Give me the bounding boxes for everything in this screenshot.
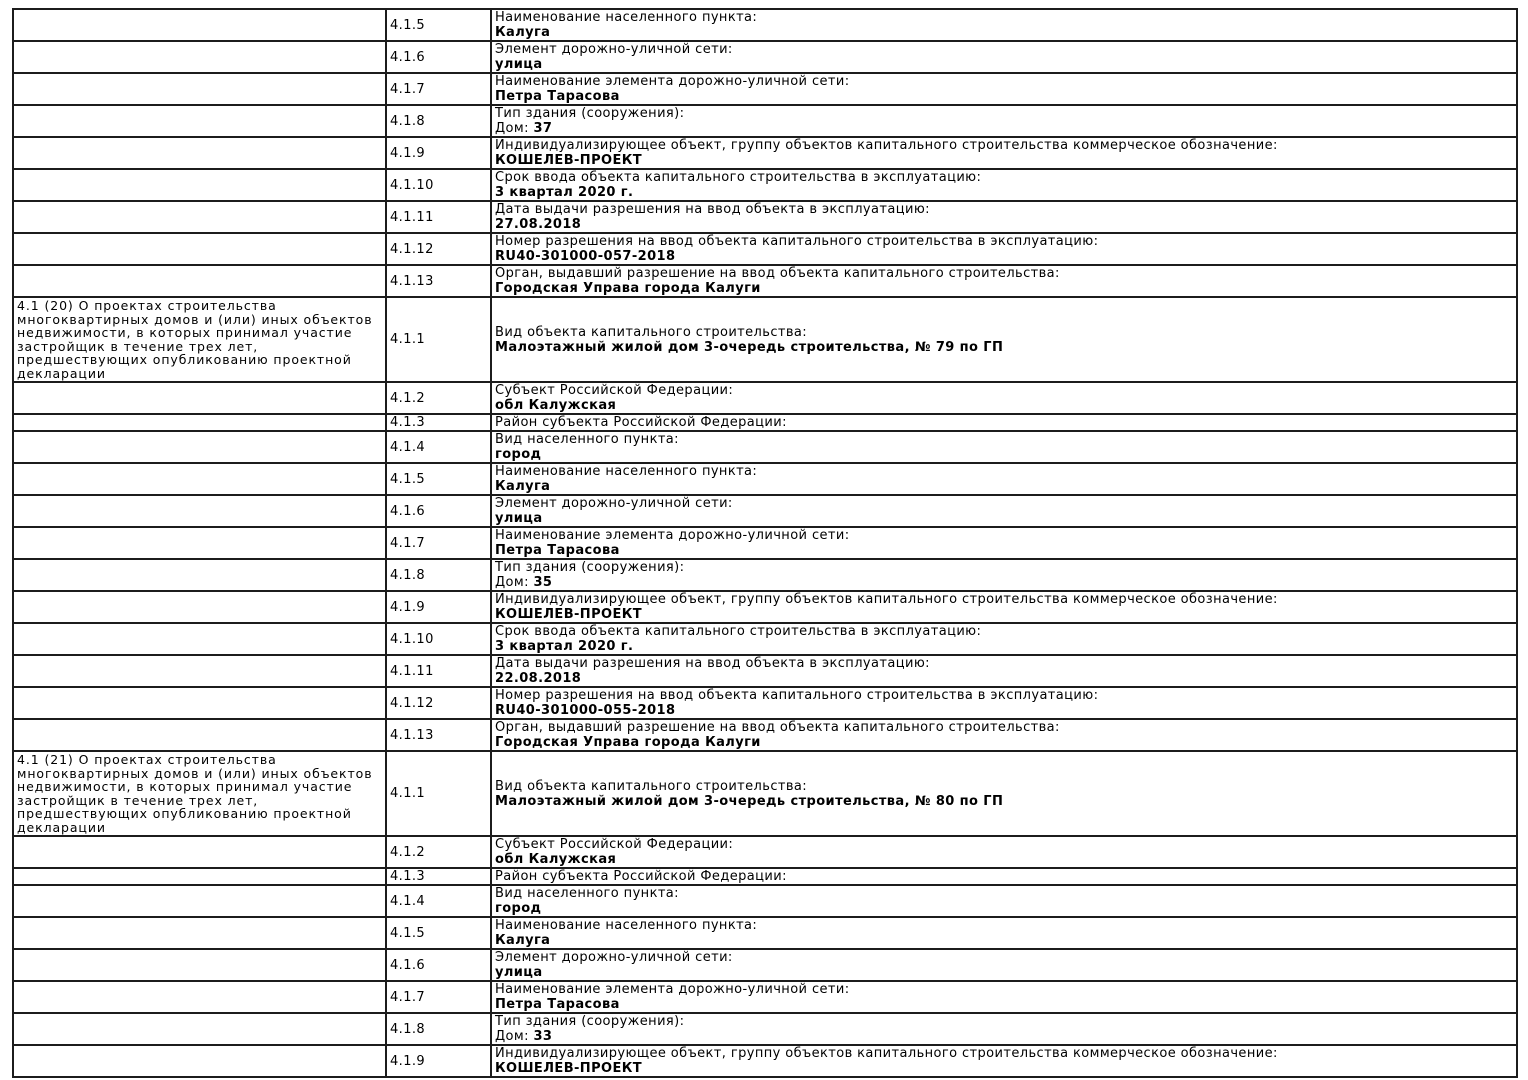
- field-value-line: [495, 933, 1513, 948]
- field-label: Вид объекта капитального строительства:: [495, 324, 808, 340]
- section-cell: [13, 495, 386, 527]
- field-value-line: [495, 281, 1513, 296]
- row-number: 4.1.13: [390, 273, 434, 289]
- field-value: Петра Тарасова: [495, 997, 620, 1012]
- table-row: [13, 981, 1517, 1013]
- section-cell: [13, 265, 386, 297]
- row-number-cell: [386, 169, 491, 201]
- row-number: 4.1.3: [390, 415, 426, 430]
- table-row: [13, 1045, 1517, 1077]
- field-label: Вид объекта капитального строительства:: [495, 778, 808, 794]
- row-number: 4.1.6: [390, 49, 426, 65]
- row-number: 4.1.5: [390, 17, 426, 33]
- section-cell: [13, 1045, 386, 1077]
- field-value-line: [495, 511, 1513, 526]
- table-row: [13, 297, 1517, 382]
- row-number: 4.1.12: [390, 695, 434, 711]
- row-number-cell: [386, 527, 491, 559]
- section-cell: [13, 751, 386, 836]
- field-value-line: [495, 1061, 1513, 1076]
- field-label: Тип здания (сооружения):: [495, 560, 685, 575]
- row-number: 4.1.5: [390, 925, 426, 941]
- section-cell: [13, 463, 386, 495]
- section-cell: [13, 917, 386, 949]
- table-row: [13, 655, 1517, 687]
- row-number-cell: [386, 41, 491, 73]
- field-cell: [491, 836, 1517, 868]
- field-value-prefix: Дом:: [495, 1029, 534, 1044]
- field-value: КОШЕЛЕВ-ПРОЕКТ: [495, 153, 643, 168]
- table-row: [13, 201, 1517, 233]
- field-label: Индивидуализирующее объект, группу объектов капитального строительства коммерческое обозначение:: [495, 592, 1278, 607]
- row-number-cell: [386, 463, 491, 495]
- field-value-prefix: Дом:: [495, 121, 534, 136]
- field-value-line: [495, 965, 1513, 980]
- table-row: [13, 591, 1517, 623]
- row-number-cell: [386, 382, 491, 414]
- table-row: [13, 463, 1517, 495]
- table-row: [13, 137, 1517, 169]
- row-number-cell: [386, 591, 491, 623]
- field-label: Наименование населенного пункта:: [495, 464, 758, 479]
- table-row: [13, 265, 1517, 297]
- field-label: Тип здания (сооружения):: [495, 106, 685, 121]
- row-number-cell: [386, 297, 491, 382]
- row-number-cell: [386, 949, 491, 981]
- row-number-cell: [386, 73, 491, 105]
- field-label: Индивидуализирующее объект, группу объектов капитального строительства коммерческое обозначение:: [495, 138, 1278, 153]
- field-value: Малоэтажный жилой дом 3-очередь строительства, № 79 по ГП: [495, 339, 1004, 355]
- row-number-cell: [386, 623, 491, 655]
- field-value: RU40-301000-055-2018: [495, 703, 676, 718]
- table-row: [13, 949, 1517, 981]
- table-row: [13, 105, 1517, 137]
- field-value-line: [495, 543, 1513, 558]
- project-declaration-table: [12, 8, 1518, 1078]
- section-cell: [13, 687, 386, 719]
- field-cell: [491, 201, 1517, 233]
- field-cell: [491, 917, 1517, 949]
- field-label: Наименование населенного пункта:: [495, 918, 758, 933]
- field-label: Срок ввода объекта капитального строительства в эксплуатацию:: [495, 624, 982, 639]
- row-number: 4.1.6: [390, 957, 426, 973]
- section-cell: [13, 73, 386, 105]
- field-label: Индивидуализирующее объект, группу объектов капитального строительства коммерческое обозначение:: [495, 1046, 1278, 1061]
- row-number-cell: [386, 885, 491, 917]
- section-cell: [13, 719, 386, 751]
- field-value: 33: [533, 1029, 553, 1044]
- field-label: Вид населенного пункта:: [495, 432, 679, 447]
- section-cell: [13, 623, 386, 655]
- row-number-cell: [386, 1013, 491, 1045]
- section-cell: [13, 382, 386, 414]
- field-label: Дата выдачи разрешения на ввод объекта в эксплуатацию:: [495, 656, 930, 671]
- row-number-cell: [386, 981, 491, 1013]
- field-cell: [491, 297, 1517, 382]
- row-number-cell: [386, 868, 491, 885]
- field-cell: [491, 431, 1517, 463]
- field-value-line: [495, 89, 1513, 104]
- section-cell: [13, 527, 386, 559]
- field-value: город: [495, 447, 542, 462]
- row-number: 4.1.8: [390, 1021, 426, 1037]
- field-label: Наименование элемента дорожно-уличной сети:: [495, 982, 850, 997]
- field-value-line: [495, 703, 1513, 718]
- field-value: 35: [533, 575, 553, 590]
- table-row: [13, 836, 1517, 868]
- table-row: [13, 169, 1517, 201]
- field-value-line: [495, 398, 1513, 413]
- field-value: 27.08.2018: [495, 217, 582, 232]
- field-value: город: [495, 901, 542, 916]
- section-cell: [13, 169, 386, 201]
- section-cell: [13, 981, 386, 1013]
- field-cell: [491, 885, 1517, 917]
- section-cell: [13, 414, 386, 431]
- table-row: [13, 382, 1517, 414]
- field-cell: [491, 495, 1517, 527]
- table-row: [13, 1013, 1517, 1045]
- field-cell: [491, 414, 1517, 431]
- field-label: Субъект Российской Федерации:: [495, 383, 734, 398]
- row-number: 4.1.11: [390, 209, 434, 225]
- field-value-prefix: Дом:: [495, 575, 534, 590]
- section-title: 4.1 (21) О проектах строительства многоквартирных домов и (или) иных объектов недвижимости, в которых принимал участие застройщик в течение трех лет, предшествующих опубликованию проектной декларации: [17, 752, 373, 835]
- row-number-cell: [386, 559, 491, 591]
- field-label: Наименование элемента дорожно-уличной сети:: [495, 74, 850, 89]
- field-value: обл Калужская: [495, 398, 617, 413]
- row-number: 4.1.13: [390, 727, 434, 743]
- table-row: [13, 527, 1517, 559]
- table-row: [13, 917, 1517, 949]
- row-number: 4.1.7: [390, 81, 426, 97]
- field-value-line: [495, 185, 1513, 200]
- field-value: 3 квартал 2020 г.: [495, 185, 634, 200]
- field-cell: [491, 73, 1517, 105]
- field-cell: [491, 1013, 1517, 1045]
- row-number-cell: [386, 655, 491, 687]
- table-row: [13, 41, 1517, 73]
- row-number-cell: [386, 233, 491, 265]
- section-cell: [13, 1013, 386, 1045]
- row-number: 4.1.1: [390, 786, 426, 801]
- field-value: 37: [533, 121, 553, 136]
- row-number-cell: [386, 137, 491, 169]
- field-value-line: [495, 121, 1513, 136]
- field-cell: [491, 687, 1517, 719]
- field-cell: [491, 265, 1517, 297]
- field-value: Петра Тарасова: [495, 89, 620, 104]
- row-number-cell: [386, 105, 491, 137]
- row-number: 4.1.9: [390, 145, 426, 161]
- field-cell: [491, 868, 1517, 885]
- field-label: Орган, выдавший разрешение на ввод объекта капитального строительства:: [495, 266, 1060, 281]
- field-value-line: [495, 25, 1513, 40]
- field-label: Номер разрешения на ввод объекта капитального строительства в эксплуатацию:: [495, 688, 1099, 703]
- row-number-cell: [386, 751, 491, 836]
- field-label: Район субъекта Российской Федерации:: [495, 415, 787, 430]
- field-label: Субъект Российской Федерации:: [495, 837, 734, 852]
- field-label: Элемент дорожно-уличной сети:: [495, 950, 733, 965]
- row-number: 4.1.8: [390, 567, 426, 583]
- field-value: 22.08.2018: [495, 671, 582, 686]
- row-number-cell: [386, 836, 491, 868]
- table-row: [13, 687, 1517, 719]
- section-cell: [13, 297, 386, 382]
- field-label: Район субъекта Российской Федерации:: [495, 869, 787, 884]
- table-row: [13, 885, 1517, 917]
- field-value-line: [495, 794, 1513, 809]
- row-number-cell: [386, 201, 491, 233]
- field-value-line: [495, 575, 1513, 590]
- field-label: Номер разрешения на ввод объекта капитального строительства в эксплуатацию:: [495, 234, 1099, 249]
- row-number: 4.1.9: [390, 599, 426, 615]
- table-row: [13, 559, 1517, 591]
- table-row: [13, 623, 1517, 655]
- field-value: улица: [495, 57, 543, 72]
- field-cell: [491, 105, 1517, 137]
- field-label: Орган, выдавший разрешение на ввод объекта капитального строительства:: [495, 720, 1060, 735]
- field-cell: [491, 655, 1517, 687]
- field-label: Тип здания (сооружения):: [495, 1014, 685, 1029]
- field-value-line: [495, 249, 1513, 264]
- section-cell: [13, 137, 386, 169]
- section-cell: [13, 233, 386, 265]
- row-number-cell: [386, 687, 491, 719]
- row-number-cell: [386, 431, 491, 463]
- field-cell: [491, 169, 1517, 201]
- section-title: 4.1 (20) О проектах строительства многоквартирных домов и (или) иных объектов недвижимости, в которых принимал участие застройщик в течение трех лет, предшествующих опубликованию проектной декларации: [17, 298, 373, 381]
- row-number: 4.1.6: [390, 503, 426, 519]
- table-row: [13, 719, 1517, 751]
- section-cell: [13, 41, 386, 73]
- field-cell: [491, 719, 1517, 751]
- section-cell: [13, 9, 386, 41]
- row-number-cell: [386, 9, 491, 41]
- row-number: 4.1.10: [390, 631, 434, 647]
- section-cell: [13, 949, 386, 981]
- field-value: 3 квартал 2020 г.: [495, 639, 634, 654]
- table-row: [13, 414, 1517, 431]
- field-cell: [491, 137, 1517, 169]
- field-value: Городская Управа города Калуги: [495, 281, 761, 296]
- row-number: 4.1.1: [390, 332, 426, 347]
- field-value-line: [495, 217, 1513, 232]
- field-value: Калуга: [495, 25, 551, 40]
- row-number: 4.1.7: [390, 535, 426, 551]
- row-number-cell: [386, 265, 491, 297]
- field-value: Малоэтажный жилой дом 3-очередь строительства, № 80 по ГП: [495, 793, 1004, 809]
- field-cell: [491, 463, 1517, 495]
- field-value-line: [495, 607, 1513, 622]
- section-cell: [13, 559, 386, 591]
- row-number-cell: [386, 719, 491, 751]
- row-number: 4.1.4: [390, 893, 426, 909]
- table-row: [13, 431, 1517, 463]
- field-value-line: [495, 340, 1513, 355]
- section-cell: [13, 836, 386, 868]
- row-number: 4.1.10: [390, 177, 434, 193]
- row-number-cell: [386, 917, 491, 949]
- row-number: 4.1.4: [390, 439, 426, 455]
- field-value-line: [495, 852, 1513, 867]
- field-cell: [491, 527, 1517, 559]
- table-row: [13, 9, 1517, 41]
- field-value-line: [495, 639, 1513, 654]
- field-cell: [491, 1045, 1517, 1077]
- section-cell: [13, 885, 386, 917]
- field-value-line: [495, 901, 1513, 916]
- row-number-cell: [386, 414, 491, 431]
- section-cell: [13, 431, 386, 463]
- row-number: 4.1.2: [390, 390, 426, 406]
- table-row: [13, 868, 1517, 885]
- row-number: 4.1.9: [390, 1053, 426, 1069]
- table-row: [13, 73, 1517, 105]
- section-cell: [13, 105, 386, 137]
- row-number: 4.1.2: [390, 844, 426, 860]
- field-value: улица: [495, 511, 543, 526]
- field-value-line: [495, 735, 1513, 750]
- field-cell: [491, 41, 1517, 73]
- row-number: 4.1.11: [390, 663, 434, 679]
- field-cell: [491, 751, 1517, 836]
- table-row: [13, 495, 1517, 527]
- section-cell: [13, 201, 386, 233]
- field-value: Городская Управа города Калуги: [495, 735, 761, 750]
- field-label: Дата выдачи разрешения на ввод объекта в эксплуатацию:: [495, 202, 930, 217]
- field-value: Калуга: [495, 479, 551, 494]
- field-value: RU40-301000-057-2018: [495, 249, 676, 264]
- field-cell: [491, 382, 1517, 414]
- field-value-line: [495, 479, 1513, 494]
- row-number-cell: [386, 495, 491, 527]
- field-value-line: [495, 57, 1513, 72]
- field-value: улица: [495, 965, 543, 980]
- field-value-line: [495, 1029, 1513, 1044]
- row-number: 4.1.7: [390, 989, 426, 1005]
- section-cell: [13, 868, 386, 885]
- field-value-line: [495, 671, 1513, 686]
- field-value: обл Калужская: [495, 852, 617, 867]
- row-number: 4.1.8: [390, 113, 426, 129]
- field-label: Наименование населенного пункта:: [495, 10, 758, 25]
- field-value: КОШЕЛЕВ-ПРОЕКТ: [495, 607, 643, 622]
- table-row: [13, 233, 1517, 265]
- field-value: Калуга: [495, 933, 551, 948]
- row-number: 4.1.5: [390, 471, 426, 487]
- row-number: 4.1.3: [390, 869, 426, 884]
- field-label: Элемент дорожно-уличной сети:: [495, 496, 733, 511]
- field-cell: [491, 623, 1517, 655]
- field-value-line: [495, 447, 1513, 462]
- field-cell: [491, 981, 1517, 1013]
- field-value: КОШЕЛЕВ-ПРОЕКТ: [495, 1061, 643, 1076]
- declaration-table-body: [13, 9, 1517, 1077]
- field-label: Наименование элемента дорожно-уличной сети:: [495, 528, 850, 543]
- field-cell: [491, 233, 1517, 265]
- row-number: 4.1.12: [390, 241, 434, 257]
- section-cell: [13, 655, 386, 687]
- field-cell: [491, 949, 1517, 981]
- field-value-line: [495, 997, 1513, 1012]
- table-row: [13, 751, 1517, 836]
- section-cell: [13, 591, 386, 623]
- field-label: Элемент дорожно-уличной сети:: [495, 42, 733, 57]
- field-label: Срок ввода объекта капитального строительства в эксплуатацию:: [495, 170, 982, 185]
- field-cell: [491, 9, 1517, 41]
- field-value: Петра Тарасова: [495, 543, 620, 558]
- field-cell: [491, 559, 1517, 591]
- field-value-line: [495, 153, 1513, 168]
- field-label: Вид населенного пункта:: [495, 886, 679, 901]
- field-cell: [491, 591, 1517, 623]
- row-number-cell: [386, 1045, 491, 1077]
